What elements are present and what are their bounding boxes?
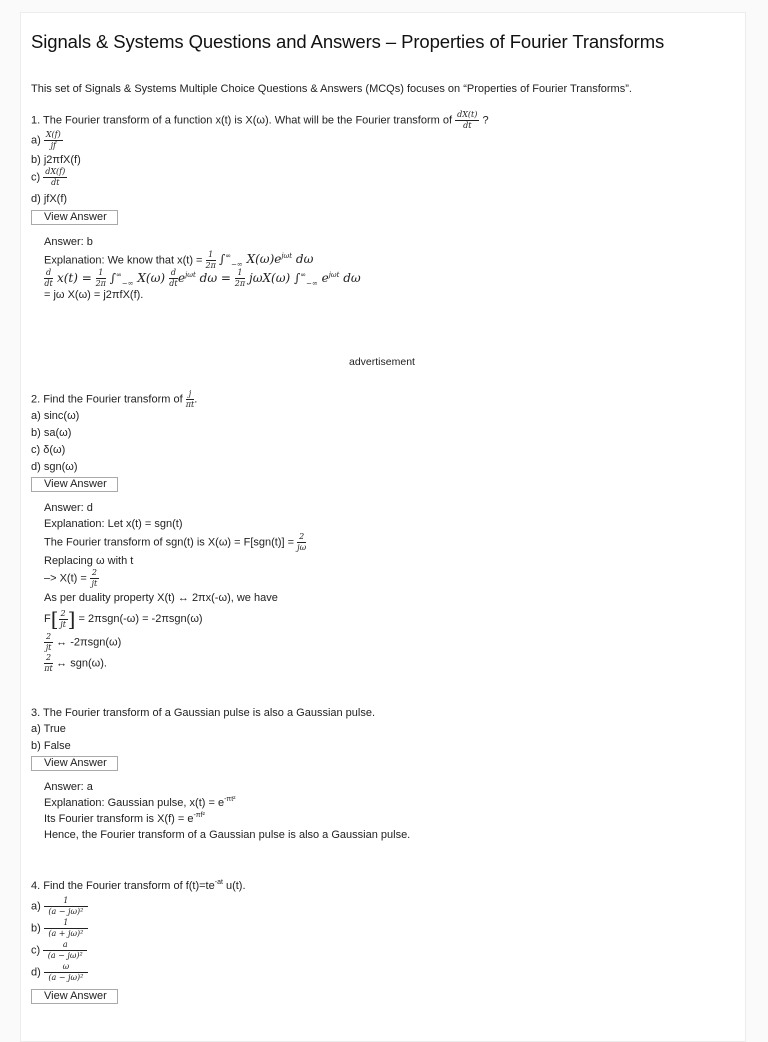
explanation-2-line-2: The Fourier transform of sgn(t) is X(ω) = F[sgn(t)] = $\frac{2}{j\omega}$ bbox=[44, 532, 307, 552]
intro-text: This set of Signals & Systems Multiple Choice Questions & Answers (MCQs) focuses on “Properties of Fourier Transforms”. bbox=[31, 83, 632, 95]
math-fraction: $\frac{dX(t)}{dt}$ bbox=[457, 110, 478, 130]
option-b: b) j2πfX(f) bbox=[31, 154, 81, 166]
option-a: a) $\frac{1}{\text{(a − jω)²}}$ bbox=[31, 897, 88, 916]
option-c: c) $\frac{a}{\text{(a − jω)²}}$ bbox=[31, 941, 87, 960]
view-answer-button-2[interactable]: View Answer bbox=[31, 477, 118, 492]
math-fraction: $\frac{\omega}{\text{(a − jω)²}}$ bbox=[44, 963, 88, 982]
option-b: b) $\frac{1}{\text{(a + jω)²}}$ bbox=[31, 919, 88, 938]
explanation-2-line-3: Replacing ω with t bbox=[44, 555, 134, 567]
question-2: 2. Find the Fourier transform of $\frac{j}{\pi t}$ . bbox=[31, 389, 198, 409]
explanation-3-line-1: Explanation: Gaussian pulse, $x(t) = e^{-\pi t^2}$ bbox=[44, 796, 236, 809]
question-text: The Fourier transform of a function x(t) is X(ω). What will be the Fourier transform of bbox=[43, 114, 453, 127]
math-fraction: $\frac{2}{\pi t}$ bbox=[44, 653, 53, 673]
math-fraction: $\frac{2}{jt}$ bbox=[91, 568, 98, 588]
option-c: c) $\frac{dX(f)}{dt}$ bbox=[31, 167, 66, 187]
question-1 bbox=[31, 111, 489, 130]
math-fraction: $\frac{j}{\pi t}$ bbox=[185, 389, 195, 409]
option-a: a) $\frac{X(f)}{jf}$ bbox=[31, 130, 61, 150]
option-d: d) $\frac{\omega}{\text{(a − jω)²}}$ bbox=[31, 963, 88, 982]
explanation-2-line-4: –> X(t) = $\frac{2}{jt}$ bbox=[44, 568, 98, 588]
option-a: a) sinc(ω) bbox=[31, 410, 80, 422]
math-fraction: $\frac{2}{j\omega}$ bbox=[297, 532, 307, 552]
option-d: d) sgn(ω) bbox=[31, 461, 78, 473]
question-number: 1. bbox=[31, 114, 41, 127]
question-4: 4. Find the Fourier transform of $f(t)=te^{-at}$ u(t). bbox=[31, 879, 246, 892]
page-title: Signals & Systems Questions and Answers – Properties of Fourier Transforms bbox=[31, 31, 665, 52]
explanation-2-line-6: F[ $\frac{2}{jt}$ ] = 2πsgn(-ω) = -2πsgn(ω) bbox=[44, 607, 203, 631]
explanation-3-line-3: Hence, the Fourier transform of a Gaussian pulse is also a Gaussian pulse. bbox=[44, 829, 411, 841]
question-suffix: ? bbox=[482, 114, 489, 127]
explanation-1-line-1: Explanation: We know that x(t) = $\frac{1}{2\pi}$ $\int^\infty_{-\infty}$ $X(\omega)e^{j\omega t}$ dω bbox=[44, 250, 314, 270]
option-a: a) True bbox=[31, 723, 66, 735]
explanation-2-line-7: $\frac{2}{jt}$ ↔ -2πsgn(ω) bbox=[45, 632, 122, 652]
article-card bbox=[20, 12, 746, 1042]
option-c: c) δ(ω) bbox=[31, 444, 66, 456]
math-fraction: $\frac{2}{jt}$ bbox=[45, 632, 52, 652]
advertisement-label: advertisement bbox=[349, 356, 415, 368]
explanation-1-line-2: $\frac{d}{dt}$ x(t) = $\frac{1}{2\pi}$ $\int^\infty_{-\infty}$ X(ω) $\frac{d}{dt}$ $e^{j\omega t}$ dω = $\frac{1}{2\pi}$ jωX(ω) $\int^\infty_{-\infty}$ $e^{j\omega t}$ dω bbox=[44, 268, 361, 288]
answer-2: Answer: d bbox=[44, 502, 93, 514]
option-d: d) jfX(f) bbox=[31, 193, 68, 205]
option-b: b) False bbox=[31, 740, 71, 752]
math-fraction: $\frac{1}{2\pi}$ bbox=[205, 250, 216, 270]
answer-3: Answer: a bbox=[44, 781, 93, 793]
math-fraction: $\frac{1}{\text{(a − jω)²}}$ bbox=[44, 897, 88, 916]
explanation-2-line-1: Explanation: Let x(t) = sgn(t) bbox=[44, 518, 183, 530]
option-b: b) sa(ω) bbox=[31, 427, 72, 439]
view-answer-button-4[interactable]: View Answer bbox=[31, 989, 118, 1004]
explanation-1-line-3: = jω X(ω) = j2πfX(f). bbox=[44, 289, 144, 301]
explanation-2-line-5: As per duality property X(t) ↔ 2πx(-ω), we have bbox=[44, 592, 278, 604]
math-fraction: $\frac{a}{\text{(a − jω)²}}$ bbox=[43, 941, 87, 960]
math-fraction: $\frac{2}{jt}$ bbox=[60, 608, 66, 629]
view-answer-button-1[interactable]: View Answer bbox=[31, 210, 118, 225]
math-fraction: $\frac{1}{\text{(a + jω)²}}$ bbox=[44, 919, 88, 938]
answer-1: Answer: b bbox=[44, 236, 93, 248]
view-answer-button-3[interactable]: View Answer bbox=[31, 756, 118, 771]
explanation-3-line-2: Its Fourier transform is $X(f) = e^{-\pi f^2}$ bbox=[44, 812, 205, 825]
explanation-2-line-8: $\frac{2}{\pi t}$ ↔ sgn(ω). bbox=[44, 653, 107, 673]
math-fraction: $\frac{dX(f)}{dt}$ bbox=[45, 167, 66, 187]
math-fraction: $\frac{X(f)}{jf}$ bbox=[45, 130, 61, 150]
question-3: 3. The Fourier transform of a Gaussian pulse is also a Gaussian pulse. bbox=[31, 707, 376, 719]
